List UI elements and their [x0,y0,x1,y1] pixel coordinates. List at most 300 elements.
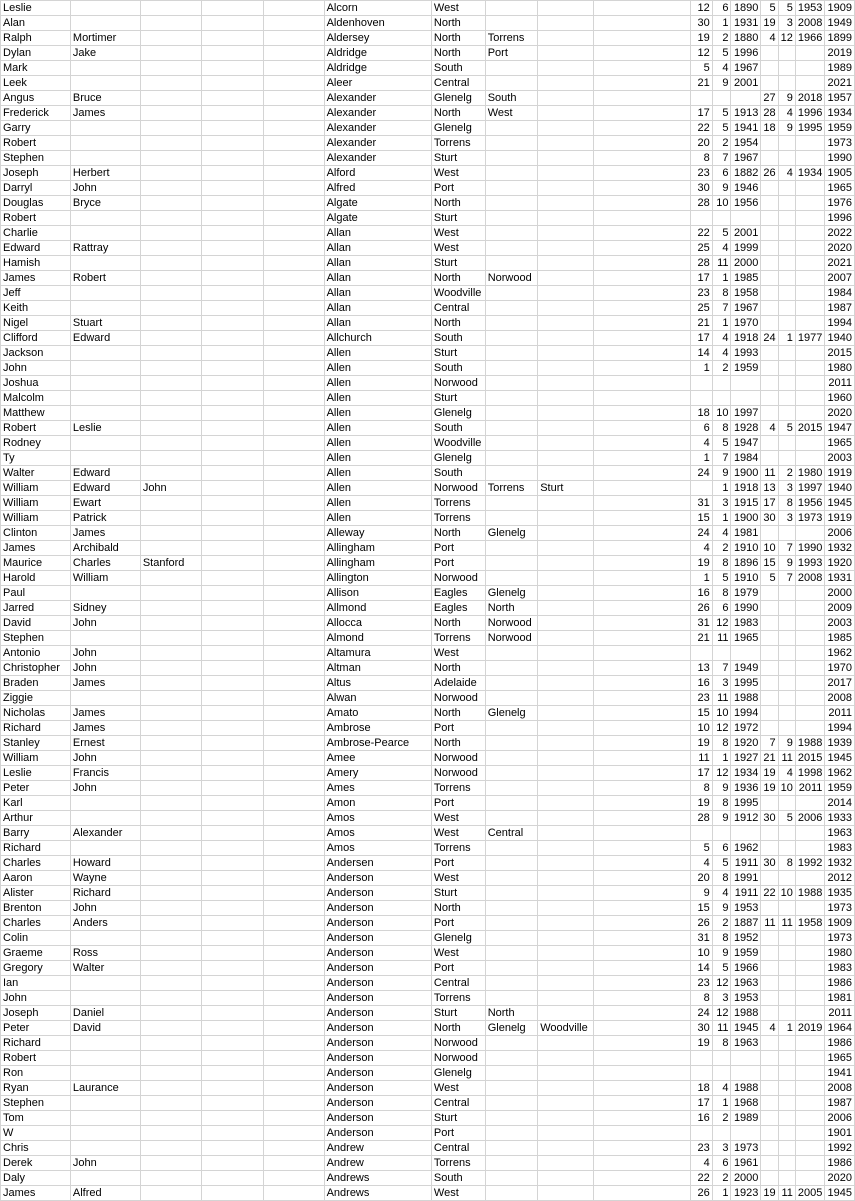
table-cell[interactable]: 1986 [825,1156,855,1171]
table-cell[interactable] [795,436,824,451]
table-cell[interactable]: Torrens [431,991,485,1006]
table-cell[interactable] [140,511,201,526]
table-cell[interactable]: Allison [324,586,431,601]
table-cell[interactable]: 12 [712,766,731,781]
table-cell[interactable] [778,211,795,226]
table-cell[interactable] [264,16,324,31]
table-cell[interactable] [778,346,795,361]
table-cell[interactable] [70,301,140,316]
table-cell[interactable]: North [431,1021,485,1036]
table-cell[interactable]: North [485,601,538,616]
table-cell[interactable]: 9 [778,736,795,751]
table-cell[interactable]: 5 [761,1,778,16]
table-cell[interactable]: Leslie [70,421,140,436]
table-cell[interactable]: John [1,991,71,1006]
table-cell[interactable]: 4 [691,1156,712,1171]
table-cell[interactable] [593,436,690,451]
table-cell[interactable] [140,976,201,991]
table-cell[interactable]: Harold [1,571,71,586]
table-cell[interactable] [538,391,594,406]
table-cell[interactable]: 1976 [825,196,855,211]
table-cell[interactable] [140,346,201,361]
table-cell[interactable] [778,841,795,856]
table-cell[interactable]: West [431,226,485,241]
table-cell[interactable]: Allen [324,376,431,391]
table-cell[interactable] [485,1141,538,1156]
table-cell[interactable]: Ziggie [1,691,71,706]
table-cell[interactable] [778,1036,795,1051]
table-cell[interactable] [264,1156,324,1171]
table-cell[interactable] [795,616,824,631]
table-cell[interactable] [70,211,140,226]
table-cell[interactable] [761,256,778,271]
table-cell[interactable] [538,586,594,601]
table-cell[interactable]: 2011 [825,1006,855,1021]
table-cell[interactable] [778,976,795,991]
table-cell[interactable] [201,661,263,676]
table-cell[interactable] [795,721,824,736]
table-cell[interactable]: Amato [324,706,431,721]
table-cell[interactable]: Allocca [324,616,431,631]
table-cell[interactable] [761,616,778,631]
table-cell[interactable] [778,661,795,676]
table-cell[interactable]: 2 [778,466,795,481]
table-cell[interactable]: 21 [691,631,712,646]
table-cell[interactable]: Frederick [1,106,71,121]
table-cell[interactable] [593,976,690,991]
table-cell[interactable]: Central [431,976,485,991]
table-cell[interactable] [140,931,201,946]
table-cell[interactable]: Allan [324,241,431,256]
table-cell[interactable]: Tom [1,1111,71,1126]
table-cell[interactable] [538,121,594,136]
table-cell[interactable]: 12 [712,721,731,736]
table-cell[interactable]: 19 [761,766,778,781]
table-cell[interactable] [70,1,140,16]
table-cell[interactable] [795,451,824,466]
table-cell[interactable]: Ambrose-Pearce [324,736,431,751]
table-cell[interactable] [761,46,778,61]
table-cell[interactable]: North [431,316,485,331]
table-cell[interactable] [70,991,140,1006]
table-cell[interactable]: Torrens [431,1156,485,1171]
table-cell[interactable]: 1965 [731,631,761,646]
table-cell[interactable] [538,166,594,181]
table-cell[interactable]: Jeff [1,286,71,301]
table-cell[interactable]: Anderson [324,1006,431,1021]
table-cell[interactable]: 1963 [731,1036,761,1051]
table-cell[interactable]: 1990 [731,601,761,616]
table-cell[interactable] [538,271,594,286]
table-cell[interactable] [485,946,538,961]
table-cell[interactable]: 1953 [731,901,761,916]
table-cell[interactable] [201,211,263,226]
table-cell[interactable]: Joshua [1,376,71,391]
table-cell[interactable] [140,1111,201,1126]
table-cell[interactable] [593,646,690,661]
table-cell[interactable]: 2011 [825,706,855,721]
table-cell[interactable] [593,31,690,46]
table-cell[interactable] [538,901,594,916]
table-cell[interactable] [140,1096,201,1111]
table-cell[interactable]: 1967 [731,61,761,76]
table-cell[interactable]: 5 [712,961,731,976]
table-cell[interactable] [593,376,690,391]
table-cell[interactable] [264,751,324,766]
table-cell[interactable]: 1 [778,1021,795,1036]
table-cell[interactable]: 4 [712,241,731,256]
table-cell[interactable]: 1965 [825,436,855,451]
table-cell[interactable] [778,451,795,466]
table-cell[interactable]: Nigel [1,316,71,331]
table-cell[interactable]: 7 [712,301,731,316]
table-cell[interactable]: Anderson [324,886,431,901]
table-cell[interactable] [264,481,324,496]
table-cell[interactable] [761,61,778,76]
table-cell[interactable]: 9 [691,886,712,901]
table-cell[interactable]: Edward [1,241,71,256]
table-cell[interactable]: Charles [1,856,71,871]
table-cell[interactable] [485,736,538,751]
table-cell[interactable]: 1 [691,451,712,466]
table-cell[interactable]: Norwood [431,376,485,391]
table-cell[interactable]: Central [431,1141,485,1156]
table-cell[interactable] [485,766,538,781]
table-cell[interactable]: 8 [778,496,795,511]
table-cell[interactable] [593,886,690,901]
table-cell[interactable] [593,841,690,856]
table-cell[interactable]: Robert [1,421,71,436]
table-cell[interactable] [70,346,140,361]
table-cell[interactable]: 1994 [731,706,761,721]
table-cell[interactable] [778,181,795,196]
table-cell[interactable] [761,1111,778,1126]
table-cell[interactable] [731,1066,761,1081]
table-cell[interactable]: 1959 [731,946,761,961]
table-cell[interactable] [761,226,778,241]
table-cell[interactable] [538,421,594,436]
table-cell[interactable] [140,796,201,811]
table-cell[interactable] [201,961,263,976]
table-cell[interactable] [538,1126,594,1141]
table-cell[interactable]: Anderson [324,1126,431,1141]
table-cell[interactable] [70,61,140,76]
table-cell[interactable] [140,541,201,556]
table-cell[interactable]: 1932 [825,541,855,556]
table-cell[interactable]: 1986 [825,1036,855,1051]
table-cell[interactable] [140,1036,201,1051]
table-cell[interactable] [795,796,824,811]
table-cell[interactable] [140,991,201,1006]
table-cell[interactable]: Glenelg [431,1066,485,1081]
table-cell[interactable]: 2 [712,541,731,556]
table-cell[interactable] [691,91,712,106]
table-cell[interactable]: Port [431,181,485,196]
table-cell[interactable]: Anderson [324,1021,431,1036]
table-cell[interactable] [538,196,594,211]
table-cell[interactable] [201,46,263,61]
table-cell[interactable] [264,1021,324,1036]
table-cell[interactable] [795,256,824,271]
table-cell[interactable] [201,331,263,346]
table-cell[interactable] [593,1186,690,1201]
table-cell[interactable]: South [431,1171,485,1186]
table-cell[interactable] [538,1096,594,1111]
table-cell[interactable] [795,676,824,691]
table-cell[interactable]: Edward [70,466,140,481]
table-cell[interactable] [264,886,324,901]
table-cell[interactable] [485,361,538,376]
table-cell[interactable] [485,121,538,136]
table-cell[interactable]: 1927 [731,751,761,766]
table-cell[interactable]: Bruce [70,91,140,106]
table-cell[interactable]: Alexander [324,106,431,121]
table-cell[interactable]: North [485,1006,538,1021]
table-cell[interactable] [538,811,594,826]
table-cell[interactable] [264,241,324,256]
table-cell[interactable] [264,571,324,586]
table-cell[interactable] [140,766,201,781]
table-cell[interactable]: Alfred [70,1186,140,1201]
table-cell[interactable]: Jarred [1,601,71,616]
table-cell[interactable] [264,841,324,856]
table-cell[interactable]: Francis [70,766,140,781]
table-cell[interactable] [593,361,690,376]
table-cell[interactable]: Eagles [431,586,485,601]
table-cell[interactable] [485,781,538,796]
table-cell[interactable]: North [431,901,485,916]
table-cell[interactable] [761,1156,778,1171]
table-cell[interactable]: 28 [691,196,712,211]
table-cell[interactable] [485,151,538,166]
table-cell[interactable] [538,106,594,121]
table-cell[interactable]: 9 [712,466,731,481]
table-cell[interactable]: Braden [1,676,71,691]
table-cell[interactable] [201,856,263,871]
table-cell[interactable] [538,541,594,556]
table-cell[interactable] [593,316,690,331]
table-cell[interactable]: 4 [712,61,731,76]
table-cell[interactable] [593,661,690,676]
table-cell[interactable]: Anderson [324,1111,431,1126]
table-cell[interactable] [70,1051,140,1066]
table-cell[interactable] [264,736,324,751]
table-cell[interactable] [538,676,594,691]
table-cell[interactable]: 1985 [731,271,761,286]
table-cell[interactable]: Ambrose [324,721,431,736]
table-cell[interactable]: John [1,361,71,376]
table-cell[interactable]: 1959 [825,121,855,136]
table-cell[interactable] [140,271,201,286]
table-cell[interactable]: 1928 [731,421,761,436]
table-cell[interactable] [201,946,263,961]
table-cell[interactable] [795,151,824,166]
table-cell[interactable]: 15 [761,556,778,571]
table-cell[interactable] [485,1051,538,1066]
table-cell[interactable] [485,181,538,196]
table-cell[interactable]: Aleer [324,76,431,91]
table-cell[interactable]: James [70,706,140,721]
table-cell[interactable] [140,631,201,646]
table-cell[interactable]: 26 [691,916,712,931]
table-cell[interactable]: John [70,751,140,766]
table-cell[interactable]: Central [431,301,485,316]
table-cell[interactable] [538,76,594,91]
table-cell[interactable] [593,1126,690,1141]
table-cell[interactable] [264,1186,324,1201]
table-cell[interactable] [593,766,690,781]
table-cell[interactable] [538,31,594,46]
table-cell[interactable] [264,361,324,376]
table-cell[interactable]: Darryl [1,181,71,196]
table-cell[interactable] [538,16,594,31]
table-cell[interactable]: 1956 [731,196,761,211]
table-cell[interactable] [140,526,201,541]
table-cell[interactable] [201,61,263,76]
table-cell[interactable] [538,781,594,796]
table-cell[interactable]: 1960 [825,391,855,406]
table-cell[interactable]: 30 [691,16,712,31]
table-cell[interactable] [593,871,690,886]
table-cell[interactable]: 2001 [731,226,761,241]
table-cell[interactable]: 1973 [825,901,855,916]
table-cell[interactable] [140,181,201,196]
table-cell[interactable]: 9 [712,901,731,916]
table-cell[interactable] [140,1066,201,1081]
table-cell[interactable]: West [431,166,485,181]
table-cell[interactable]: 2000 [825,586,855,601]
table-cell[interactable] [264,421,324,436]
table-cell[interactable]: Rattray [70,241,140,256]
table-cell[interactable] [795,646,824,661]
table-cell[interactable] [778,316,795,331]
table-cell[interactable]: Sturt [431,151,485,166]
table-cell[interactable] [140,91,201,106]
table-cell[interactable] [485,226,538,241]
table-cell[interactable]: 1918 [731,481,761,496]
table-cell[interactable]: 10 [778,886,795,901]
table-cell[interactable] [140,496,201,511]
table-cell[interactable] [264,661,324,676]
table-cell[interactable] [778,196,795,211]
table-cell[interactable]: Ryan [1,1081,71,1096]
table-cell[interactable] [140,166,201,181]
table-cell[interactable] [140,436,201,451]
table-cell[interactable] [795,1081,824,1096]
table-cell[interactable] [485,1156,538,1171]
table-cell[interactable] [201,376,263,391]
table-cell[interactable]: Allan [324,256,431,271]
table-cell[interactable]: 1966 [731,961,761,976]
table-cell[interactable]: 23 [691,286,712,301]
table-cell[interactable] [140,646,201,661]
table-cell[interactable] [795,826,824,841]
table-cell[interactable] [538,991,594,1006]
table-cell[interactable]: Allen [324,406,431,421]
table-cell[interactable] [538,211,594,226]
table-cell[interactable]: Altus [324,676,431,691]
table-cell[interactable]: 17 [691,331,712,346]
table-cell[interactable]: 19 [691,796,712,811]
table-cell[interactable]: Mortimer [70,31,140,46]
table-cell[interactable]: 1952 [731,931,761,946]
table-cell[interactable]: 17 [691,271,712,286]
table-cell[interactable] [140,946,201,961]
table-cell[interactable] [538,1051,594,1066]
table-cell[interactable] [778,1111,795,1126]
table-cell[interactable] [201,196,263,211]
table-cell[interactable]: Karl [1,796,71,811]
table-cell[interactable]: Anderson [324,871,431,886]
table-cell[interactable] [731,1126,761,1141]
table-cell[interactable]: 1931 [825,571,855,586]
table-cell[interactable] [538,841,594,856]
table-cell[interactable]: Torrens [431,136,485,151]
table-cell[interactable] [485,676,538,691]
table-cell[interactable] [778,436,795,451]
table-cell[interactable] [201,991,263,1006]
table-cell[interactable]: 1900 [731,466,761,481]
table-cell[interactable] [593,1111,690,1126]
table-cell[interactable]: Anderson [324,1081,431,1096]
table-cell[interactable] [264,106,324,121]
table-cell[interactable] [485,1036,538,1051]
table-cell[interactable]: 24 [761,331,778,346]
table-cell[interactable]: 12 [712,616,731,631]
table-cell[interactable]: 1973 [825,136,855,151]
table-cell[interactable] [778,871,795,886]
table-cell[interactable] [795,691,824,706]
table-cell[interactable] [201,601,263,616]
table-cell[interactable] [140,1081,201,1096]
table-cell[interactable] [795,871,824,886]
table-cell[interactable] [538,91,594,106]
table-cell[interactable]: 1997 [731,406,761,421]
table-cell[interactable]: Alister [1,886,71,901]
table-cell[interactable] [761,136,778,151]
table-cell[interactable]: 19 [691,1036,712,1051]
table-cell[interactable] [593,1021,690,1036]
table-cell[interactable] [593,391,690,406]
table-cell[interactable]: 11 [712,256,731,271]
table-cell[interactable] [593,76,690,91]
table-cell[interactable] [485,196,538,211]
table-cell[interactable]: West [431,1081,485,1096]
table-cell[interactable] [264,301,324,316]
table-cell[interactable] [140,916,201,931]
table-cell[interactable] [593,946,690,961]
table-cell[interactable] [593,331,690,346]
table-cell[interactable]: 1980 [795,466,824,481]
table-cell[interactable]: Allington [324,571,431,586]
table-cell[interactable] [485,166,538,181]
table-cell[interactable] [264,766,324,781]
table-cell[interactable]: Allan [324,301,431,316]
table-cell[interactable] [201,541,263,556]
table-cell[interactable]: 4 [691,436,712,451]
table-cell[interactable] [201,526,263,541]
table-cell[interactable] [70,691,140,706]
table-cell[interactable]: 15 [691,706,712,721]
table-cell[interactable]: South [431,331,485,346]
table-cell[interactable] [538,946,594,961]
table-cell[interactable] [485,1081,538,1096]
table-cell[interactable]: 9 [778,556,795,571]
table-cell[interactable]: William [70,571,140,586]
table-cell[interactable] [691,481,712,496]
table-cell[interactable]: 7 [778,571,795,586]
table-cell[interactable] [264,1141,324,1156]
